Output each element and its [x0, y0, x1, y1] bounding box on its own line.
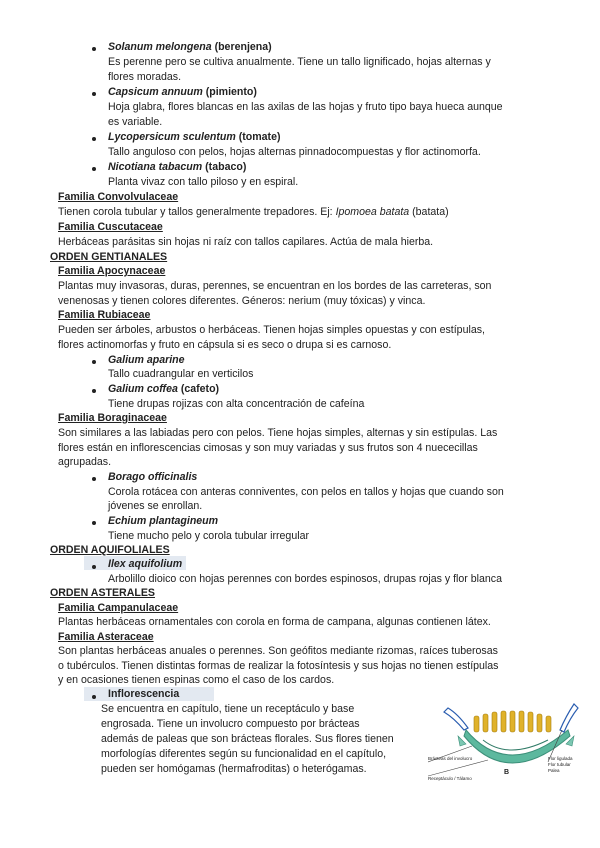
list-item-title: Lycopersicum sculentum (tomate) — [108, 131, 281, 143]
paragraph: Herbáceas parásitas sin hojas ni raíz con tallos capilares. Actúa de mala hierba. — [58, 236, 434, 248]
list-item-desc: flores moradas. — [108, 71, 182, 83]
paragraph: Tienen corola tubular y tallos generalmente trepadores. Ej: Ipomoea batata (batata) — [58, 206, 449, 218]
label-leader — [428, 760, 488, 776]
paragraph-line: Pueden ser árboles, arbustos o herbáceas. Tienen hojas simples opuestas y con estípulas, — [58, 324, 485, 336]
paragraph-line: flores están en inflorescencias cimosas y son muy variadas y sus frutos son 4 nuececillas — [58, 442, 478, 454]
list-item-title: Galium coffea (cafeto) — [108, 383, 220, 395]
paragraph-line: agrupadas. — [58, 456, 112, 468]
florets-group — [474, 711, 551, 732]
section-heading: Familia Apocynaceae — [58, 265, 166, 277]
bullet-icon — [92, 695, 96, 699]
list-item-title: Nicotiana tabacum (tabaco) — [108, 161, 247, 173]
paragraph-line: Se encuentra en capítulo, tiene un receptáculo y base — [101, 703, 355, 715]
floret — [483, 714, 488, 732]
list-item-desc: Tallo cuadrangular en verticilos — [108, 368, 254, 380]
list-item-desc: Hoja glabra, flores blancas en las axilas de las hojas y fruto tipo baya hueca aunque — [108, 101, 503, 113]
paragraph-line: Son plantas herbáceas anuales o perennes. Son geófitos mediante rizomas, raíces tuberosas — [58, 645, 498, 657]
floret — [519, 711, 524, 732]
paragraph-line: y en ocasiones tienen espinas como el caso de los cardos. — [58, 674, 335, 686]
list-item-desc: es variable. — [108, 116, 163, 128]
subsection-heading: Inflorescencia — [108, 688, 180, 700]
floret — [474, 716, 479, 732]
ligulate-flower-left — [444, 708, 468, 730]
paragraph-line: venenosas y tienen colores diferentes. Géneros: nerium (muy tóxicas) y vinca. — [58, 295, 426, 307]
floret — [528, 712, 533, 732]
order-heading: ORDEN AQUIFOLIALES — [50, 544, 170, 556]
paragraph-line: Plantas muy invasoras, duras, perennes, se encuentran en los bordes de las carreteras, son — [58, 280, 492, 292]
list-item-title: Echium plantagineum — [108, 515, 219, 527]
list-item-desc: Tiene mucho pelo y corola tubular irregular — [108, 530, 309, 542]
bullet-icon — [92, 565, 96, 569]
diagram-label: Flor ligulada — [548, 756, 573, 761]
section-heading: Familia Convolvulaceae — [58, 191, 179, 203]
floret — [510, 711, 515, 732]
section-heading: Familia Campanulaceae — [58, 602, 179, 614]
section-heading: Familia Rubiaceae — [58, 309, 151, 321]
diagram-label: Flor tubular — [548, 762, 571, 767]
diagram-label: Palea — [548, 768, 560, 773]
bullet-icon — [92, 360, 96, 364]
bullet-icon — [92, 47, 96, 51]
paragraph: Plantas herbáceas ornamentales con corola en forma de campana, algunas contienen látex. — [58, 616, 491, 628]
bullet-icon — [92, 92, 96, 96]
diagram-label: Brácteas del involucro — [428, 756, 473, 761]
ligulate-flower-right — [560, 704, 578, 732]
diagram-label: B — [504, 769, 510, 776]
paragraph-line: o tubérculos. Tienen distintas formas de realizar la fotosíntesis y sus hojas no tienen estípulas — [58, 660, 499, 672]
paragraph-line: pueden ser homógamas (hermafroditas) o heterógamas. — [101, 763, 367, 775]
receptacle-inner-line — [483, 740, 548, 750]
floret — [492, 712, 497, 732]
list-item-title: Solanum melongena (berenjena) — [108, 41, 272, 53]
section-heading: Familia Boraginaceae — [58, 412, 167, 424]
section-heading: Familia Asteraceae — [58, 631, 154, 643]
bullet-icon — [92, 389, 96, 393]
floret — [501, 711, 506, 732]
list-item-desc: jóvenes se enrollan. — [108, 500, 203, 512]
list-item-title: Borago officinalis — [108, 471, 198, 483]
floret — [537, 714, 542, 732]
list-item-desc: Tiene drupas rojizas con alta concentración de cafeína — [108, 398, 365, 410]
paragraph-line: además de paleas que son brácteas florales. Sus flores tienen — [101, 733, 394, 745]
bullet-icon — [92, 477, 96, 481]
list-item-title: Ilex aquifolium — [108, 558, 183, 570]
order-heading: ORDEN GENTIANALES — [50, 251, 168, 263]
diagram-label: Receptáculo / Tálamo — [428, 776, 472, 781]
paragraph-line: Son similares a las labiadas pero con pelos. Tiene hojas simples, alternas y sin estípulas. Las — [58, 427, 498, 439]
paragraph-line: engrosada. Tiene un involucro compuesto por brácteas — [101, 718, 360, 730]
list-item-desc: Es perenne pero se cultiva anualmente. Tiene un tallo lignificado, hojas alternas y — [108, 56, 491, 68]
list-item-desc: Arbolillo dioico con hojas perennes con bordes espinosos, drupas rojas y flor blanca — [108, 573, 502, 585]
bullet-icon — [92, 137, 96, 141]
paragraph-line: morfologías diferentes según su funcionalidad en el capítulo, — [101, 748, 387, 760]
bullet-icon — [92, 521, 96, 525]
list-item-desc: Planta vivaz con tallo piloso y en espiral. — [108, 176, 299, 188]
list-item-desc: Tallo anguloso con pelos, hojas alternas pinnadocompuestas y flor actinomorfa. — [108, 146, 481, 158]
capitulum-diagram — [428, 700, 588, 782]
list-item-title: Galium aparine — [108, 354, 185, 366]
paragraph-line: flores actinomorfas y fruto en cápsula si es seco o drupa si es carnoso. — [58, 339, 392, 351]
floret — [546, 716, 551, 732]
order-heading: ORDEN ASTERALES — [50, 587, 155, 599]
bullet-icon — [92, 167, 96, 171]
section-heading: Familia Cuscutaceae — [58, 221, 163, 233]
list-item-desc: Corola rotácea con anteras conniventes, con pelos en tallos y hojas que cuando son — [108, 486, 504, 498]
list-item-title: Capsicum annuum (pimiento) — [108, 86, 257, 98]
